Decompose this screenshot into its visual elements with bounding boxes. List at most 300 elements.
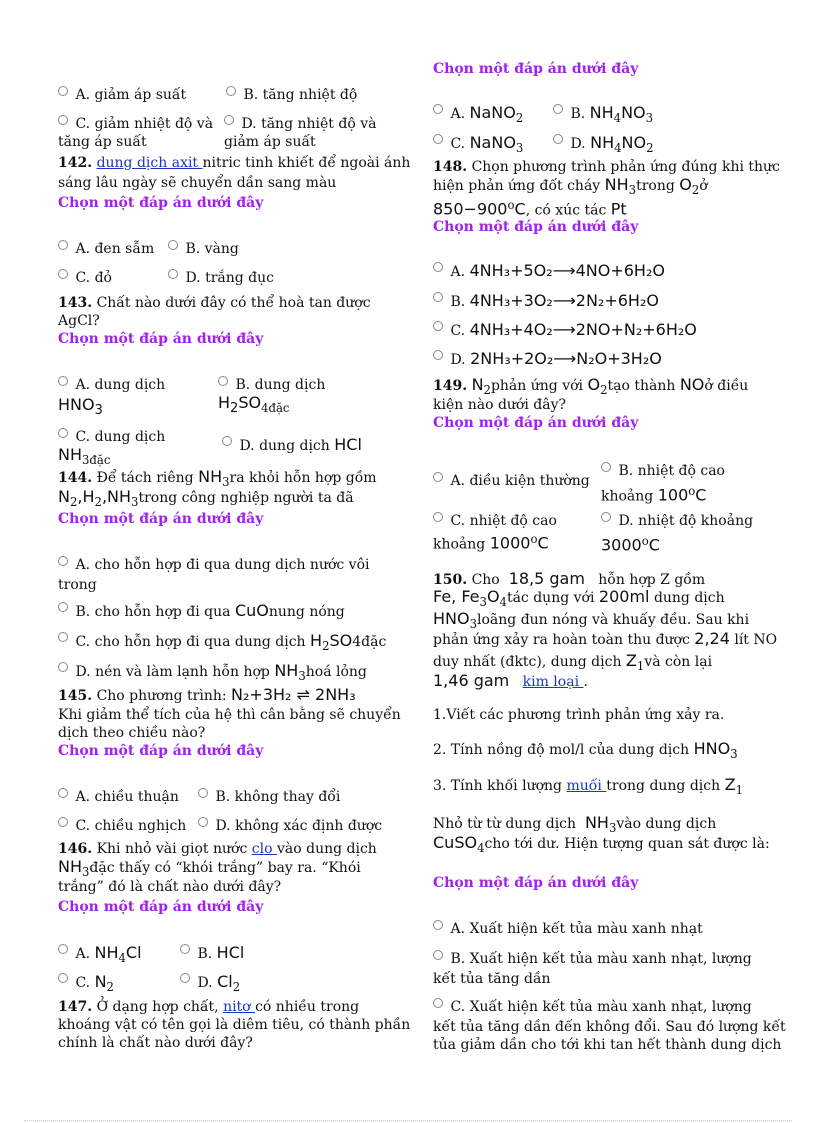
question-text: Cho phương trình: [96, 688, 227, 704]
option-151-b-cont [433, 970, 551, 988]
formula-text: C [537, 533, 549, 553]
subscript: 3 [469, 616, 478, 631]
option-148-c[interactable] [433, 321, 697, 340]
question-text: hiện phản ứng đốt cháy [433, 178, 601, 194]
question-text: 1.Viết các phương trình phản ứng xảy ra. [433, 707, 725, 723]
option-text: A. [75, 946, 91, 962]
question-text: chính là chất nào dưới đây? [58, 1035, 253, 1051]
formula-text: O [486, 587, 500, 606]
equation: 4NH₃+4O₂⟶2NO+N₂+6H₂O [469, 320, 697, 339]
option-144-d[interactable] [58, 662, 367, 685]
option-148-d[interactable] [433, 350, 662, 369]
question-148-line3 [433, 196, 627, 220]
formula-text: ,NH [101, 487, 132, 506]
formula-text: Z [625, 651, 637, 670]
question-number: 148. [433, 159, 468, 175]
formula-text: 3000 [601, 535, 642, 555]
formula-text: NH [94, 943, 119, 962]
option-141-c-cont [58, 133, 147, 151]
question-text: tạo thành [607, 378, 676, 394]
question-text: Khi giảm thể tích của hệ thì cân bằng sẽ chuyển [58, 707, 401, 723]
option-143-b[interactable] [218, 376, 325, 394]
option-text: A. Xuất hiện kết tủa màu xanh nhạt [450, 921, 703, 937]
option-141-c[interactable] [58, 115, 213, 133]
option-text: kết tủa tăng dần đến không đổi. Sau đó lượng kết [433, 1019, 786, 1035]
option-144-b[interactable] [58, 602, 345, 621]
question-text: nitric tinh khiết để ngoài ánh [202, 155, 411, 171]
formula-text: NH [58, 857, 82, 876]
formula-text: 2,24 [694, 629, 730, 648]
question-text: AgCl? [58, 313, 100, 329]
formula-text: H [310, 631, 323, 650]
option-141-b[interactable] [226, 86, 357, 104]
option-146-c[interactable] [58, 973, 114, 996]
question-text: hỗn hợp Z gồm [598, 572, 706, 588]
formula-text: 1000 [489, 533, 531, 553]
subscript: 2 [69, 494, 78, 509]
radio-button[interactable] [433, 134, 443, 144]
option-146-d[interactable] [180, 973, 240, 996]
option-151-c[interactable] [433, 998, 752, 1016]
link-muoi[interactable]: muối [566, 778, 607, 794]
option-145-b[interactable] [198, 788, 340, 806]
option-141-a[interactable] [58, 86, 186, 104]
answer-prompt: Chọn một đáp án dưới đây [433, 415, 639, 431]
formula-text: NO [621, 133, 647, 152]
option-144-a-cont [58, 576, 97, 594]
subscript: 4 [613, 110, 622, 125]
option-145-c[interactable] [58, 817, 186, 835]
answer-prompt: Chọn một đáp án dưới đây [58, 743, 264, 759]
option-145-a[interactable] [58, 788, 179, 806]
question-text: ở điều [704, 378, 749, 394]
question-number: 147. [58, 999, 93, 1015]
formula-text: HNO [58, 395, 95, 414]
formula-text: NaNO [469, 103, 516, 122]
radio-button[interactable] [58, 662, 68, 672]
option-text: C. [75, 975, 91, 991]
radio-button[interactable] [58, 115, 68, 125]
option-text: D. [570, 136, 586, 152]
question-151-line2 [433, 834, 770, 857]
option-142-b[interactable] [168, 240, 239, 258]
question-text: trắng” đó là chất nào dưới đây? [58, 879, 282, 895]
question-number: 149. [433, 378, 468, 394]
question-text: vào dung dịch [276, 841, 377, 857]
radio-button[interactable] [224, 115, 234, 125]
option-text: A. giảm áp suất [75, 87, 187, 103]
option-text: B. không thay đổi [215, 789, 341, 805]
radio-button[interactable] [222, 436, 232, 446]
question-text: và còn lại [644, 654, 713, 670]
option-text: C. Xuất hiện kết tủa màu xanh nhạt, lượng [450, 999, 752, 1015]
formula-text: 850−900 [433, 199, 508, 219]
subscript: 2 [515, 110, 524, 125]
option-143-a[interactable] [58, 376, 165, 394]
option-149-b[interactable] [601, 462, 725, 480]
formula-text: N [58, 487, 70, 506]
option-text: C. [450, 323, 466, 339]
option-text: B. [197, 946, 213, 962]
question-text: lít NO [734, 632, 778, 648]
option-149-c[interactable] [433, 512, 557, 530]
formula-text: HNO [693, 739, 731, 758]
option-148-a[interactable] [433, 262, 665, 281]
option-text: hoá lỏng [305, 664, 367, 680]
radio-button[interactable] [433, 292, 443, 302]
question-text: Chọn phương trình phản ứng đúng khi thực [471, 159, 780, 175]
subscript: 4 [477, 840, 485, 855]
radio-button[interactable] [180, 944, 190, 954]
question-text: có nhiều trong [255, 999, 360, 1015]
radio-button[interactable] [433, 950, 443, 960]
question-number: 150. [433, 572, 468, 588]
subscript: 3 [94, 402, 103, 418]
question-text: dung dịch [653, 590, 725, 606]
formula-text: N [471, 375, 484, 394]
option-text: tăng áp suất [58, 134, 147, 150]
radio-button[interactable] [58, 376, 68, 386]
option-text: A. chiều thuận [75, 789, 179, 805]
radio-button[interactable] [58, 944, 68, 954]
question-number: 144. [58, 470, 93, 486]
radio-button[interactable] [168, 269, 178, 279]
option-text: B. dung dịch [235, 377, 326, 393]
option-text: B. cho hỗn hợp đi qua [75, 604, 231, 620]
radio-button[interactable] [433, 262, 443, 272]
question-145 [58, 686, 356, 705]
radio-button[interactable] [553, 104, 563, 114]
question-text: cho tới dư. Hiện tượng quan sát được là: [484, 836, 770, 852]
option-146-a[interactable] [58, 944, 142, 967]
question-text: sáng lâu ngày sẽ chuyển dần sang màu [58, 175, 337, 191]
subscript: 3 [628, 182, 637, 197]
formula [58, 446, 110, 469]
option-149-d-cont [601, 532, 660, 556]
answer-prompt: Chọn một đáp án dưới đây [58, 331, 264, 347]
equation: N₂+3H₂ ⇌ 2NH₃ [231, 685, 356, 704]
option-151-c-cont [433, 1018, 786, 1036]
question-number: 143. [58, 295, 93, 311]
answer-prompt: Chọn một đáp án dưới đây [433, 61, 639, 77]
subscript: 2 [322, 638, 330, 653]
formula-text: O [679, 175, 692, 194]
subscript: 2 [106, 979, 114, 994]
question-150-sub1 [433, 706, 724, 724]
radio-button[interactable] [58, 632, 68, 642]
option-151-b[interactable] [433, 950, 752, 968]
option-text: D. dung dịch [239, 438, 330, 454]
answer-prompt: Chọn một đáp án dưới đây [58, 899, 264, 915]
subscript: 2 [646, 140, 654, 155]
option-text: A. cho hỗn hợp đi qua dung dịch nước vôi [75, 557, 370, 573]
question-150-line4 [433, 630, 777, 649]
subscript: 4đặc [261, 400, 290, 415]
option-147-c[interactable] [433, 134, 523, 157]
radio-button[interactable] [226, 86, 236, 96]
option-text: khoảng [601, 488, 654, 505]
question-142 [58, 154, 410, 172]
option-145-d[interactable] [198, 817, 382, 835]
superscript: o [530, 532, 538, 546]
radio-button[interactable] [58, 788, 68, 798]
question-147 [58, 998, 359, 1016]
subscript: 4đặc [352, 634, 387, 650]
question-text: , có xúc tác [525, 202, 607, 219]
formula-text: CuO [234, 601, 269, 620]
formula-text: HCl [334, 435, 362, 454]
formula-text: NH [590, 133, 615, 152]
option-text: A. đen sẫm [75, 241, 155, 257]
radio-button[interactable] [433, 512, 443, 522]
question-text: phản ứng với [490, 378, 584, 394]
radio-button[interactable] [58, 428, 68, 438]
question-145-line2 [58, 706, 401, 724]
option-text: D. trắng đục [185, 270, 274, 286]
formula-text: NO [621, 103, 646, 122]
option-text: A. [450, 264, 466, 280]
option-141-d[interactable] [224, 115, 376, 133]
radio-button[interactable] [601, 512, 611, 522]
option-147-a[interactable] [433, 104, 523, 127]
formula-text: H [218, 393, 231, 412]
subscript: 3 [515, 140, 524, 155]
question-text: Khi nhỏ vài giọt nước [96, 841, 248, 857]
subscript: 3 [730, 746, 738, 761]
superscript: o [641, 534, 649, 548]
option-text: B. nhiệt độ cao [618, 463, 725, 479]
option-142-d[interactable] [168, 269, 274, 287]
subscript: 3 [131, 494, 139, 509]
subscript: 4 [499, 594, 507, 609]
page-footer-divider [24, 1120, 792, 1121]
question-text: phản ứng xảy ra hoàn toàn thu được [433, 632, 690, 648]
equation: 2NH₃+2O₂⟶N₂O+3H₂O [470, 349, 662, 368]
subscript: 3 [222, 474, 230, 489]
question-150-line6 [433, 672, 588, 691]
radio-button[interactable] [168, 240, 178, 250]
option-text: A. [450, 106, 466, 122]
formula-text: NaNO [469, 133, 516, 152]
option-text: A. điều kiện thường [450, 473, 590, 489]
question-146-line3 [58, 878, 281, 896]
question-number: 142. [58, 155, 93, 171]
option-143-c[interactable] [58, 428, 165, 446]
option-149-b-cont [601, 482, 706, 506]
formula-text: C [695, 485, 707, 505]
option-text: D. không xác định được [215, 818, 383, 834]
option-151-a[interactable] [433, 920, 703, 938]
question-144-line2 [58, 488, 354, 511]
option-text: C. dung dịch [75, 429, 166, 445]
subscript: 2 [232, 979, 241, 994]
subscript: 2 [600, 382, 608, 397]
radio-button[interactable] [433, 998, 443, 1008]
radio-button[interactable] [433, 350, 443, 360]
formula-text: 1,46 gam [433, 671, 510, 690]
radio-button[interactable] [433, 920, 443, 930]
formula-text: NH [604, 175, 629, 194]
radio-button[interactable] [218, 376, 228, 386]
subscript: 3 [645, 110, 654, 125]
radio-button[interactable] [58, 86, 68, 96]
formula-text: SO [329, 631, 353, 650]
formula-text: 100 [657, 485, 689, 505]
radio-button[interactable] [198, 788, 208, 798]
radio-button[interactable] [553, 134, 563, 144]
radio-button[interactable] [58, 556, 68, 566]
question-text: 3. Tính khối lượng [433, 778, 563, 794]
formula-text: C [648, 535, 660, 555]
question-text: khoáng vật có tên gọi là diêm tiêu, có thành phần [58, 1017, 411, 1033]
subscript: 1 [636, 658, 645, 673]
option-text: D. [450, 352, 466, 368]
question-148 [433, 158, 780, 176]
radio-button[interactable] [180, 973, 190, 983]
subscript: 2 [691, 182, 700, 197]
question-text: trong dung dịch [606, 778, 721, 794]
radio-button[interactable] [433, 104, 443, 114]
question-text: Để tách riêng [96, 470, 194, 486]
question-146 [58, 840, 377, 858]
option-146-b[interactable] [180, 944, 244, 963]
superscript: o [688, 484, 696, 498]
option-149-a[interactable] [433, 472, 590, 490]
question-number: 146. [58, 841, 93, 857]
formula-text: ,H [77, 487, 95, 506]
formula-text: O [587, 375, 601, 394]
superscript: o [507, 198, 515, 212]
formula [58, 396, 103, 420]
question-143 [58, 294, 371, 312]
question-text: vào dung dịch [616, 816, 717, 832]
question-150-sub2 [433, 740, 738, 763]
formula-text: Z [724, 775, 736, 794]
option-text: C. [450, 136, 466, 152]
answer-prompt: Chọn một đáp án dưới đây [58, 195, 264, 211]
option-147-d[interactable] [553, 134, 654, 157]
formula-text: 200ml [598, 587, 650, 606]
option-text: B. vàng [185, 241, 239, 257]
subscript: 3đặc [82, 452, 111, 467]
answer-prompt: Chọn một đáp án dưới đây [433, 875, 639, 891]
formula-text: N [94, 972, 107, 991]
formula-text: Fe, Fe [433, 587, 480, 606]
question-text: duy nhất (đktc), dung dịch [433, 654, 622, 670]
option-text: D. nhiệt độ khoảng [618, 513, 754, 529]
radio-button[interactable] [58, 240, 68, 250]
question-text: 2. Tính nồng độ mol/l của dung dịch [433, 742, 690, 758]
link-clo[interactable]: clo [251, 841, 277, 857]
question-text: trong [636, 178, 675, 194]
radio-button[interactable] [198, 817, 208, 827]
option-text: tủa giảm dần cho tới khi tan hết thành dung dịch [433, 1037, 782, 1053]
formula-text: NH [589, 103, 614, 122]
formula-text: CuSO [433, 833, 478, 852]
question-text: . [583, 674, 588, 690]
radio-button[interactable] [58, 269, 68, 279]
option-text: B. tăng nhiệt độ [243, 87, 358, 103]
formula-text: NH [274, 661, 299, 680]
question-text: Ở dạng hợp chất, [96, 999, 219, 1015]
option-141-d-cont [224, 133, 316, 151]
radio-button[interactable] [58, 602, 68, 612]
formula-text: Cl [217, 972, 233, 991]
formula-text: NH [58, 445, 82, 464]
answer-prompt: Chọn một đáp án dưới đây [58, 511, 264, 527]
option-text: trong [58, 577, 97, 593]
equation: 4NH₃+5O₂⟶4NO+6H₂O [469, 261, 665, 280]
option-142-c[interactable] [58, 269, 112, 287]
subscript: 3 [82, 864, 90, 879]
link-kim-loai[interactable]: kim loại [522, 674, 584, 690]
subscript: 3 [298, 668, 306, 683]
question-142-line2 [58, 174, 336, 192]
subscript: 2 [230, 400, 239, 416]
option-144-c[interactable] [58, 632, 386, 655]
subscript: 2 [94, 494, 102, 509]
question-text: đặc thấy có “khói trắng” bay ra. “Khói [89, 860, 361, 876]
question-text: Cho [471, 572, 500, 588]
option-149-c-cont [433, 530, 549, 554]
option-text: nung nóng [268, 604, 345, 620]
link-dung-dich-axit[interactable]: dung dịch axit [96, 155, 203, 171]
question-text: trong công nghiệp người ta đã [138, 490, 354, 506]
question-147-line2 [58, 1016, 410, 1034]
option-text: kết tủa tăng dần [433, 971, 551, 987]
radio-button[interactable] [601, 462, 611, 472]
subscript: 2 [483, 382, 491, 397]
option-text: B. [450, 294, 466, 310]
question-text: dịch theo chiều nào? [58, 725, 206, 741]
option-142-a[interactable] [58, 240, 154, 258]
option-text: D. nén và làm lạnh hỗn hợp [75, 664, 270, 680]
radio-button[interactable] [58, 973, 68, 983]
option-147-b[interactable] [553, 104, 653, 127]
option-text: B. [570, 106, 586, 122]
formula-text: HCl [216, 943, 245, 962]
subscript: 1 [735, 782, 743, 797]
subscript: 3 [479, 594, 487, 609]
question-143-line2 [58, 312, 100, 330]
option-151-c-cont2 [433, 1036, 781, 1054]
question-150-sub3 [433, 776, 743, 799]
subscript: 4 [614, 140, 622, 155]
option-143-d[interactable] [222, 436, 362, 455]
option-text: C. cho hỗn hợp đi qua dung dịch [75, 634, 306, 650]
option-text: A. dung dịch [75, 377, 166, 393]
question-149-line2 [433, 396, 566, 414]
radio-button[interactable] [433, 321, 443, 331]
option-text: giảm áp suất [224, 134, 316, 150]
question-text: ra khỏi hỗn hợp gồm [229, 470, 377, 486]
radio-button[interactable] [58, 817, 68, 827]
subscript: 3 [608, 820, 617, 835]
radio-button[interactable] [433, 472, 443, 482]
option-text: khoảng [433, 536, 486, 553]
question-145-line3 [58, 724, 205, 742]
option-149-d[interactable] [601, 512, 753, 530]
question-text: ở [699, 178, 708, 194]
option-text: C. giảm nhiệt độ và [75, 116, 214, 132]
option-148-b[interactable] [433, 292, 659, 311]
link-nito[interactable]: nitơ [223, 999, 256, 1015]
formula-text: Pt [610, 199, 627, 219]
option-text: C. nhiệt độ cao [450, 513, 557, 529]
option-144-a[interactable] [58, 556, 370, 574]
answer-prompt: Chọn một đáp án dưới đây [433, 219, 639, 235]
option-text: D. tăng nhiệt độ và [241, 116, 377, 132]
